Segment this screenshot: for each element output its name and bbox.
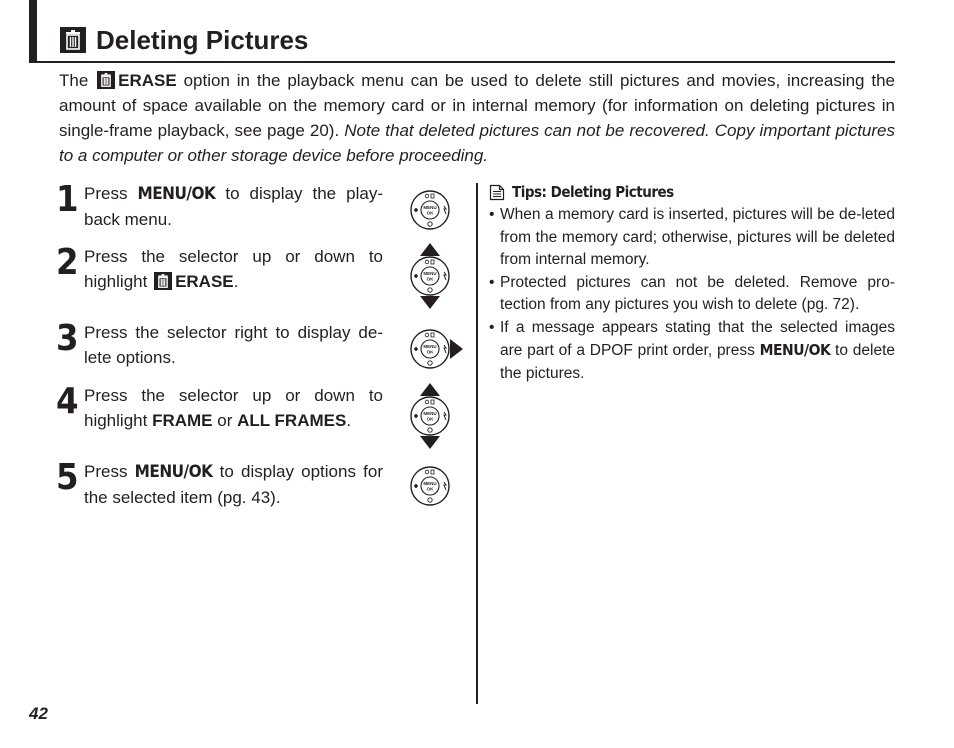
dial-center-label: OK [426, 276, 434, 282]
dial-center-label: OK [426, 349, 434, 355]
step-number: 2 [56, 242, 79, 283]
dial-center-label: OK [426, 416, 434, 422]
tips-title: Tips: Deleting Pictures [512, 183, 674, 201]
step-text [84, 383, 383, 433]
header-rule [29, 61, 895, 63]
list-item [489, 317, 895, 386]
step-text-part: Press [84, 184, 138, 203]
intro-paragraph [59, 68, 895, 168]
step-text-part: Press the selector up or down to highlight [84, 386, 383, 430]
step-text-part: Press the selector up or down to highlight [84, 247, 383, 291]
column-divider [476, 183, 478, 704]
arrow-right-icon [450, 339, 463, 359]
erase-option-label: ERASE [175, 272, 234, 291]
tip-text: When a memory card is inserted, pictures will be de-leted from the memory card; otherwise, pictures will be deleted from internal memory. [500, 206, 895, 268]
dial-center-label: OK [426, 486, 434, 492]
step-text-part: Press the selector right to display de-lete options. [84, 323, 383, 367]
step-text-part: to display options for the selected item (pg. 43). [84, 462, 383, 507]
selector-right-icon [402, 315, 464, 383]
step-text [84, 320, 383, 370]
step-text-part: . [233, 272, 239, 291]
page-number: 42 [29, 704, 48, 723]
step-number: 3 [56, 318, 79, 359]
dial-center-label: MENU [423, 205, 437, 210]
selector-up-down-icon [402, 382, 464, 450]
menu-ok-key: MENU/OK [137, 184, 216, 204]
trash-icon [154, 272, 172, 290]
tip-text: Protected pictures can not be deleted. Remove pro-tection from any pictures you wish to delete (pg. 72). [500, 273, 895, 313]
step-text-part: . [346, 411, 352, 430]
step-text [84, 181, 383, 232]
tip-text: to delete the pictures. [500, 342, 895, 382]
arrow-up-icon [420, 243, 440, 256]
page-title [60, 22, 308, 58]
intro-warning: Note that deleted pictures can not be recovered. Copy important pictures to a computer or other storage device before proceeding. [59, 121, 895, 165]
list-item [489, 272, 895, 317]
frame-option-label: FRAME [152, 411, 213, 430]
trash-icon [97, 71, 115, 89]
selector-up-down-icon [402, 242, 464, 310]
all-frames-option-label: ALL FRAMES [237, 411, 347, 430]
tips-list [489, 204, 895, 385]
step-text-part: to display the play-back menu. [84, 184, 383, 229]
step-number: 1 [56, 179, 79, 220]
trash-icon [60, 27, 86, 53]
selector-dial-icon [402, 452, 464, 520]
tips-heading [489, 182, 674, 202]
arrow-down-icon [420, 296, 440, 309]
erase-option-label: ERASE [118, 71, 177, 90]
step-text-part: Press [84, 462, 135, 481]
step-text [84, 244, 383, 294]
page-title-text: Deleting Pictures [96, 25, 309, 55]
arrow-down-icon [420, 436, 440, 449]
dial-center-label: MENU [423, 481, 437, 486]
dial-center-label: MENU [423, 411, 437, 416]
step-text [84, 459, 383, 510]
note-icon [489, 184, 505, 201]
intro-text-1: The [59, 71, 96, 90]
list-item [489, 204, 895, 272]
intro-text-2: option in the playback menu can be used to delete still pictures and movies, increasing the amount of space available on the memory card or in internal memory (for information on deleting pictures in single-frame playback, see page 20). [59, 71, 895, 140]
dial-center-label: OK [426, 210, 434, 216]
menu-ok-key: MENU/OK [134, 462, 213, 482]
step-number: 4 [56, 381, 79, 422]
step-text-part: or [212, 411, 238, 430]
menu-ok-key: MENU/OK [759, 341, 831, 359]
header-bar [29, 0, 37, 62]
arrow-up-icon [420, 383, 440, 396]
selector-dial-icon [402, 176, 464, 244]
dial-center-label: MENU [423, 344, 437, 349]
tip-text: If a message appears stating that the selected images are part of a DPOF print order, press [500, 318, 895, 359]
dial-center-label: MENU [423, 271, 437, 276]
step-number: 5 [56, 457, 79, 498]
